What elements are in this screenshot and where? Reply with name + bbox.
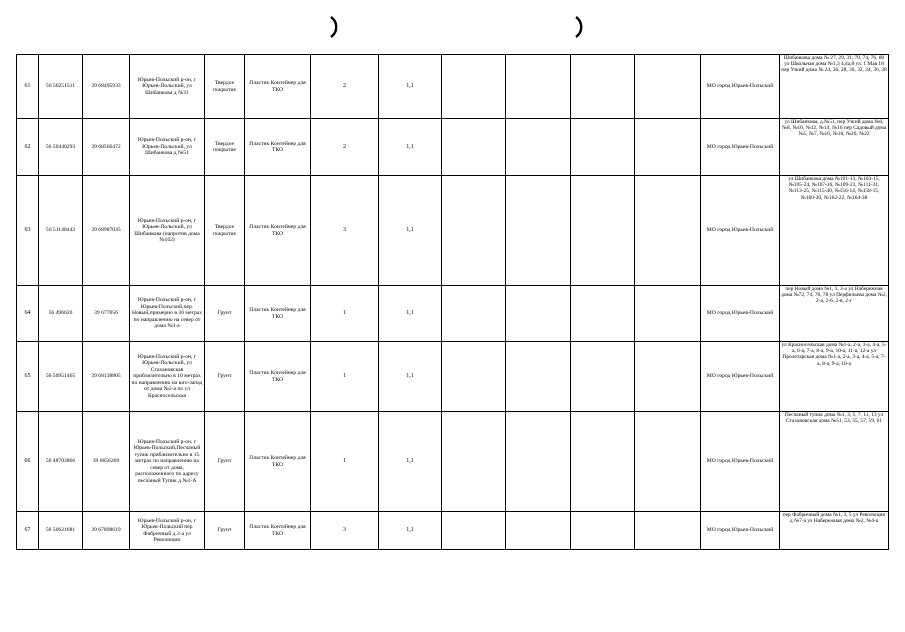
longitude-cell: 39 67898619: [83, 512, 130, 550]
surface-type-cell: Грунт: [205, 286, 245, 342]
latitude-cell: 56 50251511: [39, 55, 83, 119]
owner-cell: МО город Юрьев-Польский: [701, 342, 780, 412]
row-number-cell: 66: [17, 412, 39, 512]
empty-cell: [506, 119, 571, 176]
row-number-cell: 64: [17, 286, 39, 342]
container-volume-cell: 1,1: [379, 342, 442, 412]
latitude-cell: 56 496620: [39, 286, 83, 342]
container-count-cell: 1: [311, 286, 379, 342]
empty-cell: [635, 55, 701, 119]
surface-type-cell: Твердое покрытие: [205, 55, 245, 119]
latitude-cell: 56 50951465: [39, 342, 83, 412]
longitude-cell: 39 68987035: [83, 176, 130, 286]
empty-cell: [442, 286, 506, 342]
container-count-cell: 3: [311, 512, 379, 550]
container-volume-cell: 1,1: [379, 286, 442, 342]
address-cell: Юрьев-Польский р-он, г Юрьев-Польский, ул Шибанкова д №31: [130, 55, 205, 119]
container-material-cell: Пластик Контейнер для ТКО: [245, 119, 311, 176]
empty-cell: [506, 512, 571, 550]
empty-cell: [571, 55, 635, 119]
container-count-cell: 1: [311, 342, 379, 412]
address-cell: Юрьев-Польский р-он, г Юрьев-Польский пер Фабричный д.3-а ул Революции: [130, 512, 205, 550]
address-cell: Юрьев-Польский р-он, г Юрьев-Польский, ул Стахановская приблизительно в 10 метрах по направлению на юго-запад от дома №2-а по ул Красносельская: [130, 342, 205, 412]
owner-cell: МО город Юрьев-Польский: [701, 412, 780, 512]
container-material-cell: Пластик Контейнер для ТКО: [245, 512, 311, 550]
empty-cell: [635, 512, 701, 550]
served-addresses-cell: ул Шибанкова, д.№51, пер Узкий дома №6, №8, №10, №12, №14, №16 пер Садовый дома №5, №7, №16, №18, №20, №22: [780, 119, 889, 176]
served-addresses-cell: Песчаный тупик дома №1, 3, 5, 7, 11, 13 ул Стахановская дома №51, 53, 55, 57, 59, 61: [780, 412, 889, 512]
empty-cell: [635, 176, 701, 286]
container-count-cell: 2: [311, 119, 379, 176]
container-volume-cell: 1,1: [379, 512, 442, 550]
address-cell: Юрьев-Польский р-он, г Юрьев-Польский, ул Шибанкова д №51: [130, 119, 205, 176]
latitude-cell: 56 48703866: [39, 412, 83, 512]
container-volume-cell: 1,1: [379, 412, 442, 512]
row-number-cell: 65: [17, 342, 39, 412]
owner-cell: МО город Юрьев-Польский: [701, 119, 780, 176]
empty-cell: [442, 412, 506, 512]
latitude-cell: 56 51140443: [39, 176, 83, 286]
latitude-cell: 56 50440293: [39, 119, 83, 176]
longitude-cell: 39 6656269: [83, 412, 130, 512]
empty-cell: [635, 286, 701, 342]
empty-cell: [571, 119, 635, 176]
served-addresses-cell: Шибанкова дома № 27, 29, 31, 70, 74, 76, 80 ул Школьная дома №1,3 4,4а,8 ул. 1 Мая 18 пер Узкий дома № 24, 26, 28, 30, 32, 34, 36, 38: [780, 55, 889, 119]
row-number-cell: 61: [17, 55, 39, 119]
container-material-cell: Пластик Контейнер для ТКО: [245, 412, 311, 512]
empty-cell: [571, 176, 635, 286]
row-number-cell: 63: [17, 176, 39, 286]
served-addresses-cell: ул Красносельская дома №1-а, 2-а, 3-а, 4-а, 5-а, 6-а, 7-а, 8-а, 9-а, 10-а, 11-а, 12-а ул Пролетарская дома №1-а, 2-а, 3-а, 4-а, 5-а, 7-а, 8-а, 9-а, 10-а: [780, 342, 889, 412]
container-material-cell: Пластик Контейнер для ТКО: [245, 342, 311, 412]
latitude-cell: 56 50621681: [39, 512, 83, 550]
container-volume-cell: 1,1: [379, 55, 442, 119]
table-row: [17, 286, 889, 342]
surface-type-cell: Грунт: [205, 412, 245, 512]
row-number-cell: 67: [17, 512, 39, 550]
longitude-cell: 39 68138805: [83, 342, 130, 412]
table-row: [17, 342, 889, 412]
container-count-cell: 1: [311, 412, 379, 512]
empty-cell: [506, 286, 571, 342]
address-cell: Юрьев-Польский р-он, г Юрьев-Польский,пер. Новый,примерно в 30 метрах по направлению на север от дома №3-а: [130, 286, 205, 342]
empty-cell: [506, 412, 571, 512]
empty-cell: [506, 55, 571, 119]
table-row: [17, 119, 889, 176]
address-cell: Юрьев-Польский р-он, г Юрьев-Польский, ул Шибанкова (напротив дома №162): [130, 176, 205, 286]
address-cell: Юрьев-Польский р-он, г Юрьев-Польский,Песчаный тупик приблизительно в 15 метрах по направлению на север от дома, расположенного по адресу песчаный Тупик д №1-А: [130, 412, 205, 512]
empty-cell: [571, 342, 635, 412]
table-row: [17, 512, 889, 550]
container-material-cell: Пластик Контейнер для ТКО: [245, 176, 311, 286]
table-row: [17, 176, 889, 286]
empty-cell: [571, 412, 635, 512]
longitude-cell: 39 68566472: [83, 119, 130, 176]
container-material-cell: Пластик Контейнер для ТКО: [245, 286, 311, 342]
empty-cell: [506, 342, 571, 412]
served-addresses-cell: пер Фабричный дома №1, 3, 5 ул Революции д №7-а ул Набережная дома №2, №4-а: [780, 512, 889, 550]
owner-cell: МО город Юрьев-Польский: [701, 55, 780, 119]
longitude-cell: 39 68495933: [83, 55, 130, 119]
owner-cell: МО город Юрьев-Польский: [701, 286, 780, 342]
empty-cell: [442, 512, 506, 550]
table-row: [17, 412, 889, 512]
surface-type-cell: Грунт: [205, 342, 245, 412]
served-addresses-cell: ул Шибанкова дома №101-13, №103-15, №105-24, №107-16, №109-23, №111-31, №113-25, №115-40, №156-14, №158-15, №160-20, №162-22, №164-38: [780, 176, 889, 286]
served-addresses-cell: пер Новый дома №1, 3, 3-а ул Набережная дома №72, 74, 76, 78 ул Перфильева дома №2, 2-а, 2-б, 2-в, 2-г: [780, 286, 889, 342]
binding-hole-mark-left: [329, 16, 339, 38]
empty-cell: [571, 286, 635, 342]
empty-cell: [635, 342, 701, 412]
container-count-cell: 3: [311, 176, 379, 286]
surface-type-cell: Грунт: [205, 512, 245, 550]
waste-sites-table: [16, 54, 889, 550]
empty-cell: [635, 119, 701, 176]
empty-cell: [635, 412, 701, 512]
empty-cell: [442, 119, 506, 176]
surface-type-cell: Твердое покрытие: [205, 119, 245, 176]
container-volume-cell: 1,1: [379, 176, 442, 286]
binding-hole-mark-right: [574, 16, 584, 38]
container-count-cell: 2: [311, 55, 379, 119]
container-material-cell: Пластик Контейнер для ТКО: [245, 55, 311, 119]
owner-cell: МО город Юрьев-Польский: [701, 512, 780, 550]
container-volume-cell: 1,1: [379, 119, 442, 176]
longitude-cell: 39 677056: [83, 286, 130, 342]
empty-cell: [442, 55, 506, 119]
empty-cell: [571, 512, 635, 550]
empty-cell: [442, 342, 506, 412]
empty-cell: [442, 176, 506, 286]
owner-cell: МО город Юрьев-Польский: [701, 176, 780, 286]
surface-type-cell: Твердое покрытие: [205, 176, 245, 286]
table-row: [17, 55, 889, 119]
row-number-cell: 62: [17, 119, 39, 176]
empty-cell: [506, 176, 571, 286]
